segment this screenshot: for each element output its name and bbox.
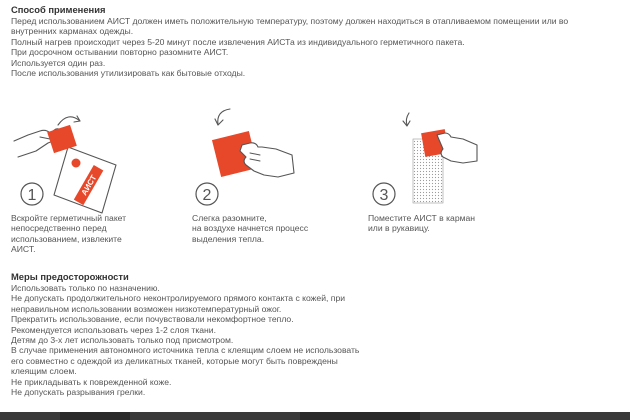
caution-line: Прекратить использование, если почувствовали некомфортное тепло. bbox=[11, 314, 294, 325]
step-number: 1 bbox=[27, 187, 37, 204]
caution-line: неправильном использовании возможен низкотемпературный ожог. bbox=[11, 303, 282, 314]
rotate-arrow-icon bbox=[58, 117, 80, 125]
usage-line: Используется один раз. bbox=[11, 57, 106, 68]
caution-line: клеящим слоем. bbox=[11, 366, 77, 377]
bag-outline bbox=[54, 147, 116, 213]
caution-line: Детям до 3-х лет использовать только под присмотром. bbox=[11, 335, 234, 346]
caution-line: его совместно с одеждой из деликатных тканей, которые могут быть повреждены bbox=[11, 355, 338, 366]
usage-instructions bbox=[11, 16, 617, 78]
caution-section-title: Меры предосторожности bbox=[11, 271, 129, 282]
step-3-illustration bbox=[365, 95, 505, 215]
hand-icon bbox=[240, 143, 294, 177]
step-1-description bbox=[11, 213, 161, 255]
usage-line: При досрочном остывании повторно разомните АИСТ. bbox=[11, 47, 229, 58]
step-line: выделения тепла. bbox=[192, 233, 265, 244]
usage-line: После использования утилизировать как бытовые отходы. bbox=[11, 68, 246, 79]
step-3-description bbox=[368, 213, 518, 234]
step-2-illustration bbox=[180, 95, 320, 215]
step-number: 3 bbox=[379, 187, 389, 204]
bag-dot bbox=[72, 159, 81, 168]
step-line: непосредственно перед bbox=[11, 223, 107, 234]
step-line: на воздухе начнется процесс bbox=[192, 223, 309, 234]
step-number: 2 bbox=[202, 187, 212, 204]
step-1-circle-icon bbox=[21, 183, 43, 205]
bottom-bar bbox=[0, 412, 630, 420]
step-line: или в рукавицу. bbox=[368, 223, 430, 234]
caution-list bbox=[11, 283, 617, 397]
caution-line: Рекомендуется использовать через 1-2 слоя ткани. bbox=[11, 324, 216, 335]
step-line: Вскройте герметичный пакет bbox=[11, 213, 127, 223]
step-line: Поместите АИСТ в карман bbox=[368, 213, 476, 223]
usage-section-title: Способ применения bbox=[11, 4, 106, 15]
pack-label: АИСТ bbox=[79, 173, 99, 198]
rotate-arrow-icon bbox=[218, 109, 230, 125]
caution-line: Не прикладывать к поврежденной коже. bbox=[11, 376, 172, 387]
step-2-circle-icon bbox=[196, 183, 218, 205]
usage-line: Перед использованием АИСТ должен иметь положительную температуру, поэтому должен находиться в отапливаемом помещении или во bbox=[11, 16, 569, 26]
caution-line: Не допускать продолжительного неконтролируемого прямого контакта с кожей, при bbox=[11, 293, 346, 304]
step-line: использованием, извлеките bbox=[11, 233, 122, 244]
step-3-circle-icon bbox=[373, 183, 395, 205]
usage-line: Полный нагрев происходит через 5-20 минут после извлечения АИСТа из индивидуального герметичного пакета. bbox=[11, 36, 465, 47]
caution-line: Не допускать разрывания грелки. bbox=[11, 387, 146, 398]
step-2-description bbox=[192, 213, 342, 244]
step-line: АИСТ. bbox=[11, 244, 36, 255]
caution-line: Использовать только по назначению. bbox=[11, 283, 160, 293]
caution-line: В случае применения автономного источника тепла с клеящим слоем не использовать bbox=[11, 345, 360, 356]
step-line: Слегка разомните, bbox=[192, 213, 267, 223]
step-1-illustration bbox=[6, 95, 146, 215]
usage-line: внутренних карманах одежды. bbox=[11, 26, 134, 37]
